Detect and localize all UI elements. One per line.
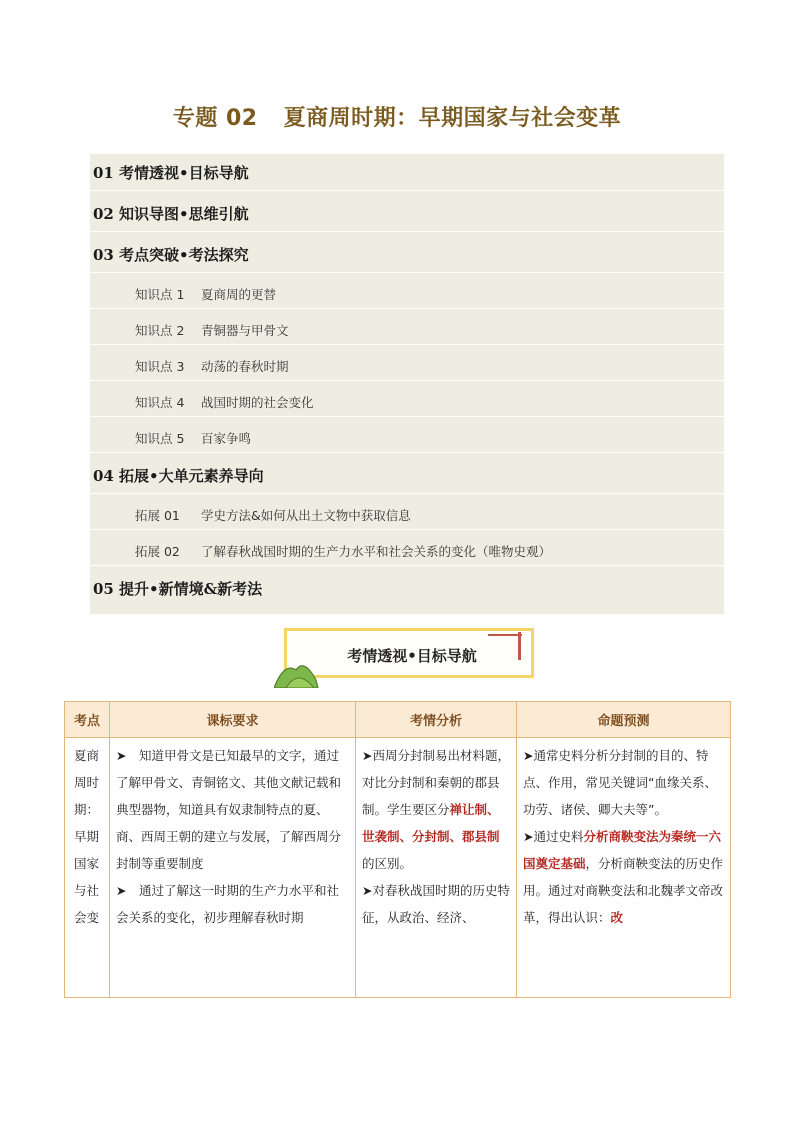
toc-subitem-1[interactable]: 知识点 1 夏商周的更替	[135, 287, 277, 302]
toc-item-02[interactable]: 02 知识导图•思维引航	[93, 205, 249, 223]
cell-kebiao: ➤ 知道甲骨文是已知最早的文字，通过了解甲骨文、青铜铭文、其他文献记载和典型器物，知道具有奴隶制特点的夏、商、西周王朝的建立与发展，了解西周分封制等重要制度 ➤ 通过了解这一时期的生产力水平和社会关系的变化，初步理解春秋时期	[116, 748, 342, 925]
toc-subitem-ext-02[interactable]: 拓展 02 了解春秋战国时期的生产力水平和社会关系的变化（唯物史观）	[135, 544, 552, 559]
toc-subitem-ext-01[interactable]: 拓展 01 学史方法&如何从出土文物中获取信息	[135, 508, 411, 523]
table-header-row	[65, 702, 731, 738]
page-title	[0, 101, 794, 132]
cell-kaoqing: ➤西周分封制易出材料题，对比分封制和秦朝的郡县制。学生要区分禅让制、世袭制、分封制、郡县制的区别。 ➤对春秋战国时期的历史特征，从政治、经济、	[362, 748, 510, 925]
toc-subitem-4[interactable]: 知识点 4 战国时期的社会变化	[135, 395, 314, 410]
header-kaodian: 考点	[65, 702, 110, 738]
banner-corner-decoration	[518, 632, 521, 660]
section-banner-label: 考情透视•目标导航	[347, 647, 477, 665]
header-mingti: 命题预测	[517, 702, 731, 738]
toc-item-03[interactable]: 03 考点突破•考法探究	[93, 246, 249, 264]
banner-corner-decoration-top	[488, 634, 522, 636]
toc-subitem-5[interactable]: 知识点 5 百家争鸣	[135, 431, 252, 446]
toc-subitem-3[interactable]: 知识点 3 动荡的春秋时期	[135, 359, 289, 374]
title-prefix: 专题 02	[172, 106, 258, 131]
header-kaoqing: 考情分析	[356, 702, 517, 738]
cell-mingti: ➤通常史料分析分封制的目的、特点、作用，常见关键词“血缘关系、功劳、诸侯、卿大夫等”。 ➤通过史料分析商鞅变法为秦统一六国奠定基础，分析商鞅变法的历史作用。通过对商鞅变法和北魏孝文帝改革，得出认识：改	[523, 748, 724, 925]
toc-item-04[interactable]: 04 拓展•大单元素养导向	[93, 467, 264, 485]
hill-icon	[274, 660, 322, 688]
toc-item-01[interactable]: 01 考情透视•目标导航	[93, 164, 249, 182]
table-of-contents	[90, 154, 724, 614]
toc-subitem-2[interactable]: 知识点 2 青铜器与甲骨文	[135, 323, 289, 338]
exam-analysis-table	[64, 701, 731, 998]
header-kebiao: 课标要求	[110, 702, 356, 738]
cell-kaodian: 夏商周时期：早期国家与社会变	[73, 748, 99, 925]
table-row	[65, 738, 731, 998]
title-main: 夏商周时期：早期国家与社会变革	[283, 106, 622, 131]
toc-item-05[interactable]: 05 提升•新情境&新考法	[93, 580, 263, 598]
